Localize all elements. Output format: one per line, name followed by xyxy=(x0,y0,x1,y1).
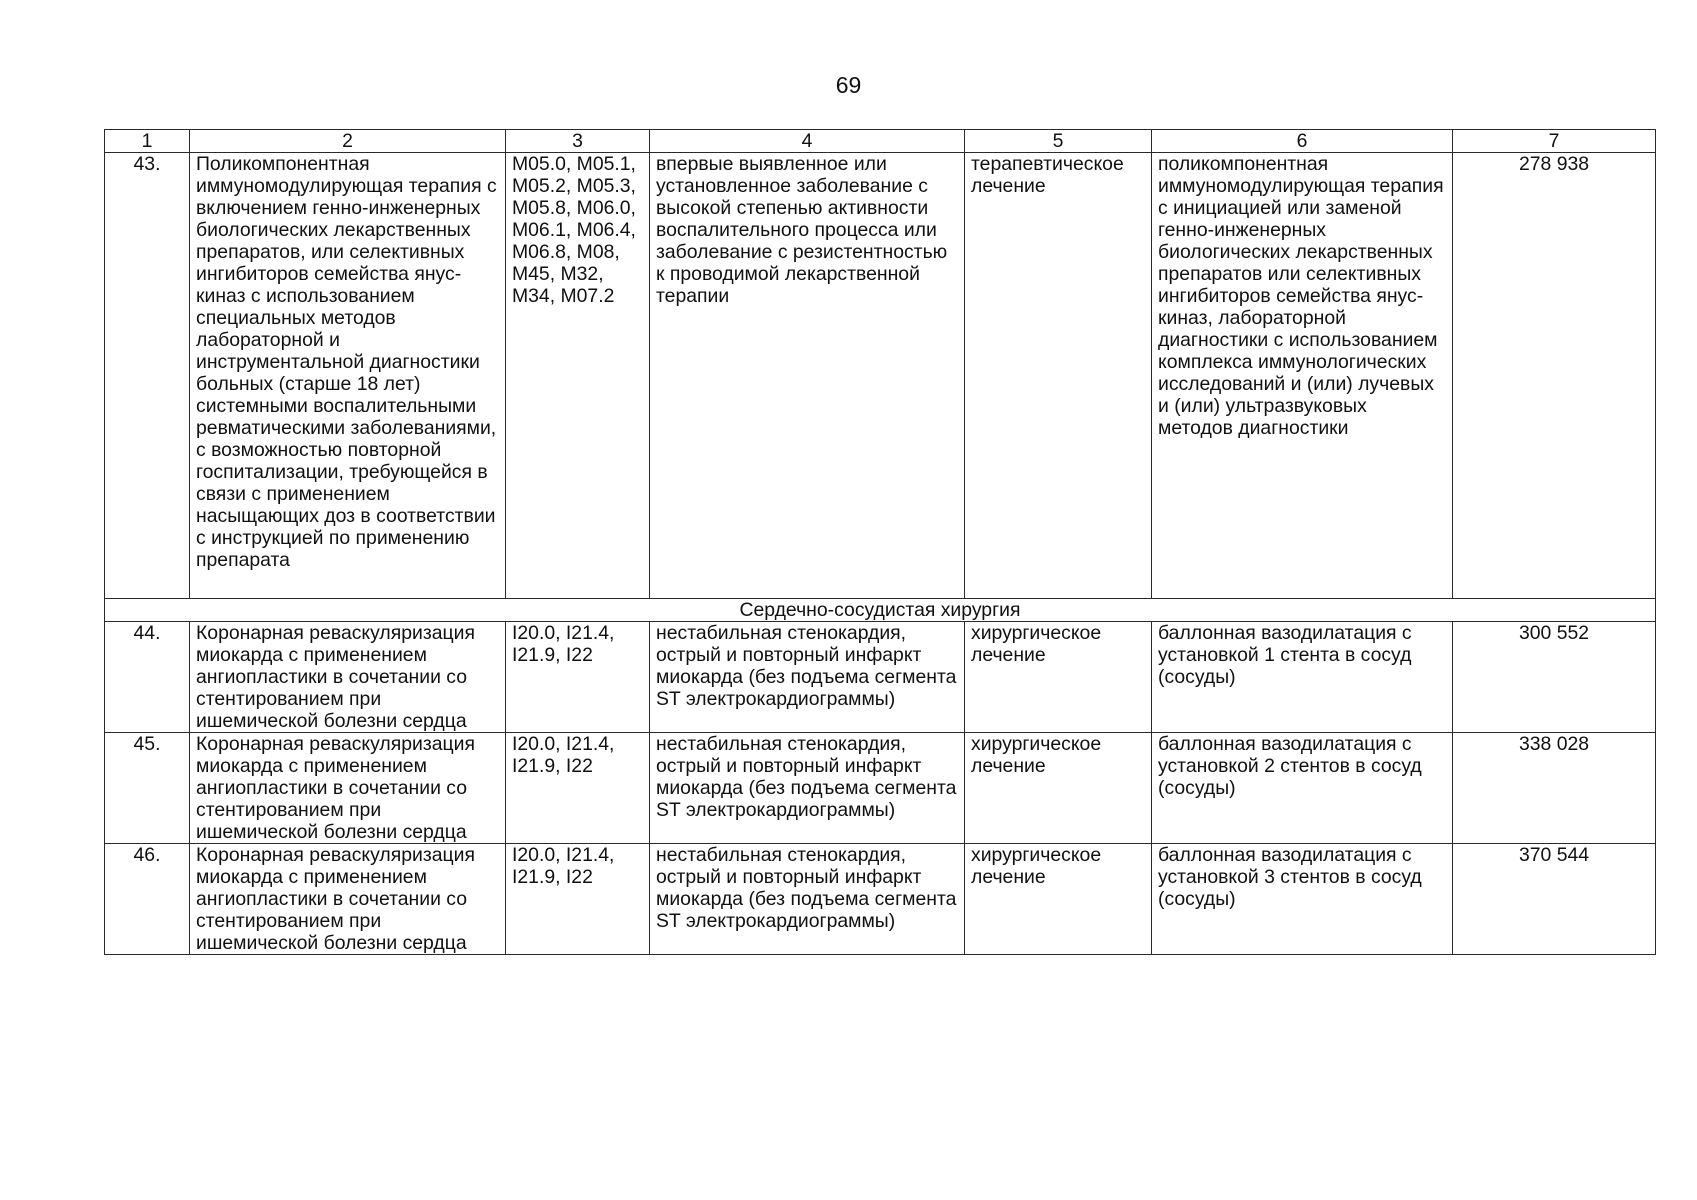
row-number: 44. xyxy=(105,622,190,733)
cost-value: 338 028 xyxy=(1453,733,1656,844)
service-name: Коронарная реваскуляризация миокарда с применением ангиопластики в сочетании со стентированием при ишемической болезни сердца xyxy=(190,733,506,844)
column-header-2: 2 xyxy=(190,130,506,153)
header-row xyxy=(105,130,1656,153)
row-number: 46. xyxy=(105,844,190,955)
cost-value: 278 938 xyxy=(1453,153,1656,599)
table-row xyxy=(105,733,1656,844)
diagnosis-codes: M05.0, M05.1, M05.2, M05.3, M05.8, M06.0, M06.1, M06.4, M06.8, M08, M45, M32, M34, M07.2 xyxy=(506,153,650,599)
patient-model: впервые выявленное или установленное заболевание с высокой степенью активности воспалительного процесса или заболевание с резистентностью к проводимой лекарственной терапии xyxy=(650,153,965,599)
section-row xyxy=(105,599,1656,622)
treatment-type: хирургическое лечение xyxy=(965,622,1152,733)
treatment-method: баллонная вазодилатация с установкой 1 стента в сосуд (сосуды) xyxy=(1152,622,1453,733)
diagnosis-codes: I20.0, I21.4, I21.9, I22 xyxy=(506,844,650,955)
service-name: Поликомпонентная иммуномодулирующая терапия с включением генно-инженерных биологических лекарственных препаратов, или селективных ингибиторов семейства янус-киназ с использованием специальных методов лабораторной и инструментальной диагностики больных (старше 18 лет) системными воспалительными ревматическими заболеваниями, с возможностью повторной госпитализации, требующейся в связи с применением насыщающих доз в соответствии с инструкцией по применению препарата xyxy=(190,153,506,599)
column-header-3: 3 xyxy=(506,130,650,153)
column-header-6: 6 xyxy=(1152,130,1453,153)
table-row xyxy=(105,844,1656,955)
patient-model: нестабильная стенокардия, острый и повторный инфаркт миокарда (без подъема сегмента ST электрокардиограммы) xyxy=(650,622,965,733)
row-number: 45. xyxy=(105,733,190,844)
column-header-5: 5 xyxy=(965,130,1152,153)
table-header xyxy=(105,130,1656,153)
table-body xyxy=(105,153,1656,955)
service-name: Коронарная реваскуляризация миокарда с применением ангиопластики в сочетании со стентированием при ишемической болезни сердца xyxy=(190,844,506,955)
treatment-method: баллонная вазодилатация с установкой 2 стентов в сосуд (сосуды) xyxy=(1152,733,1453,844)
cost-value: 370 544 xyxy=(1453,844,1656,955)
treatment-type: хирургическое лечение xyxy=(965,733,1152,844)
row-number: 43. xyxy=(105,153,190,599)
cost-value: 300 552 xyxy=(1453,622,1656,733)
service-name: Коронарная реваскуляризация миокарда с применением ангиопластики в сочетании со стентированием при ишемической болезни сердца xyxy=(190,622,506,733)
diagnosis-codes: I20.0, I21.4, I21.9, I22 xyxy=(506,733,650,844)
column-header-1: 1 xyxy=(105,130,190,153)
treatment-type: хирургическое лечение xyxy=(965,844,1152,955)
diagnosis-codes: I20.0, I21.4, I21.9, I22 xyxy=(506,622,650,733)
column-header-7: 7 xyxy=(1453,130,1656,153)
treatment-method: баллонная вазодилатация с установкой 3 стентов в сосуд (сосуды) xyxy=(1152,844,1453,955)
services-table xyxy=(104,129,1656,955)
column-header-4: 4 xyxy=(650,130,965,153)
page-number: 69 xyxy=(835,72,862,98)
treatment-type: терапевтическое лечение xyxy=(965,153,1152,599)
section-title: Сердечно-сосудистая хирургия xyxy=(105,599,1656,622)
treatment-method: поликомпонентная иммуномодулирующая терапия с инициацией или заменой генно-инженерных биологических лекарственных препаратов или селективных ингибиторов семейства янус-киназ, лабораторной диагностики с использованием комплекса иммунологических исследований и (или) лучевых и (или) ультразвуковых методов диагностики xyxy=(1152,153,1453,599)
table-row xyxy=(105,622,1656,733)
patient-model: нестабильная стенокардия, острый и повторный инфаркт миокарда (без подъема сегмента ST электрокардиограммы) xyxy=(650,844,965,955)
patient-model: нестабильная стенокардия, острый и повторный инфаркт миокарда (без подъема сегмента ST электрокардиограммы) xyxy=(650,733,965,844)
table-row xyxy=(105,153,1656,599)
